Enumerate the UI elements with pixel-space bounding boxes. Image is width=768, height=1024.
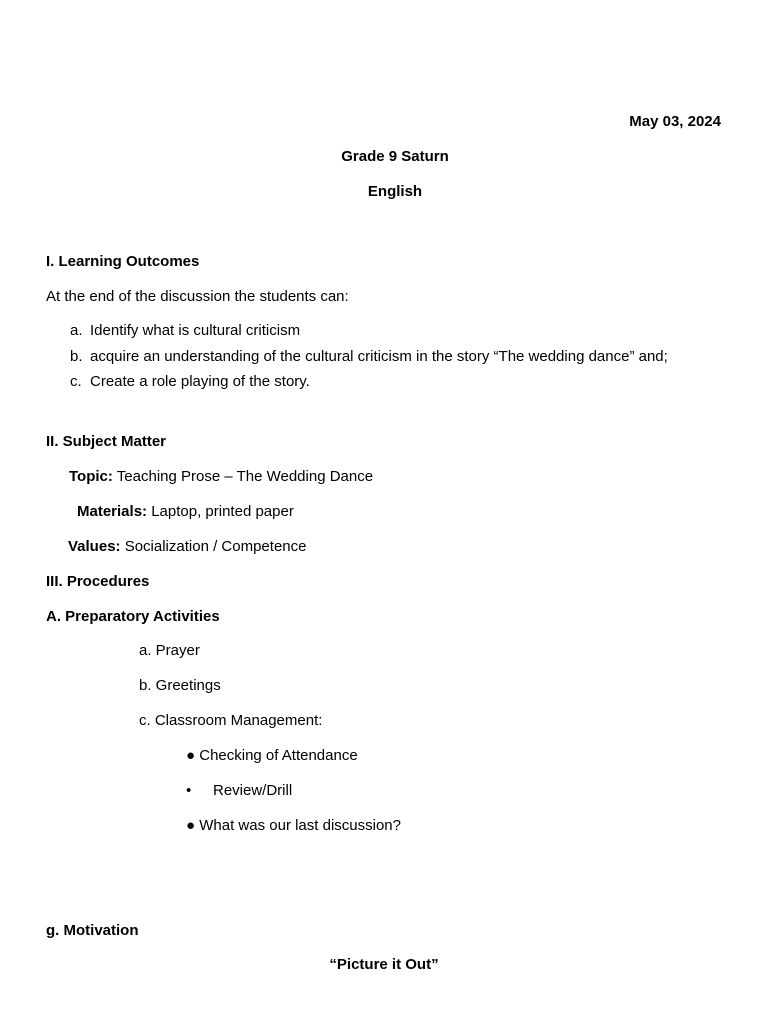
topic-label: Topic: xyxy=(69,468,113,485)
materials-label: Materials: xyxy=(77,503,148,520)
values-label: Values: xyxy=(68,538,121,555)
outcome-item xyxy=(70,322,300,340)
materials-value: Laptop, printed paper xyxy=(151,503,294,520)
outcome-text: acquire an understanding of the cultural criticism in the story “The wedding dance” and; xyxy=(90,348,668,365)
preparatory-heading: A. Preparatory Activities xyxy=(46,608,220,625)
sub-item-text: Review/Drill xyxy=(213,782,293,799)
outcome-marker: c. xyxy=(70,373,82,390)
topic-value: Teaching Prose – The Wedding Dance xyxy=(116,468,374,485)
motivation-heading: g. Motivation xyxy=(46,922,139,939)
procedures-heading: III. Procedures xyxy=(46,573,150,590)
preparatory-item: c. Classroom Management: xyxy=(139,712,323,729)
sub-item-text: What was our last discussion? xyxy=(199,817,401,834)
sub-list-item xyxy=(186,747,358,765)
bullet-icon: ● xyxy=(186,747,196,764)
topic-line xyxy=(69,468,373,486)
motivation-title: “Picture it Out” xyxy=(329,956,439,973)
learning-outcomes-intro: At the end of the discussion the students can: xyxy=(46,288,349,305)
preparatory-item: a. Prayer xyxy=(139,642,200,659)
bullet-icon: • xyxy=(186,782,192,799)
sub-list-item xyxy=(186,782,292,800)
sub-item-text: Checking of Attendance xyxy=(199,747,358,764)
outcome-item xyxy=(70,373,310,391)
values-line xyxy=(68,538,306,556)
subject-matter-heading: II. Subject Matter xyxy=(46,433,167,450)
materials-line xyxy=(77,503,294,521)
values-value: Socialization / Competence xyxy=(124,538,307,555)
bullet-icon: ● xyxy=(186,817,196,834)
outcome-item xyxy=(70,348,668,366)
outcome-text: Create a role playing of the story. xyxy=(90,373,310,390)
outcome-text: Identify what is cultural criticism xyxy=(90,322,301,339)
lesson-date: May 03, 2024 xyxy=(629,113,721,130)
preparatory-item: b. Greetings xyxy=(139,677,221,694)
sub-list-item xyxy=(186,817,401,835)
outcome-marker: b. xyxy=(70,348,83,365)
learning-outcomes-heading: I. Learning Outcomes xyxy=(46,253,200,270)
grade-section: Grade 9 Saturn xyxy=(341,148,449,165)
subject-title: English xyxy=(367,183,423,200)
outcome-marker: a. xyxy=(70,322,83,339)
